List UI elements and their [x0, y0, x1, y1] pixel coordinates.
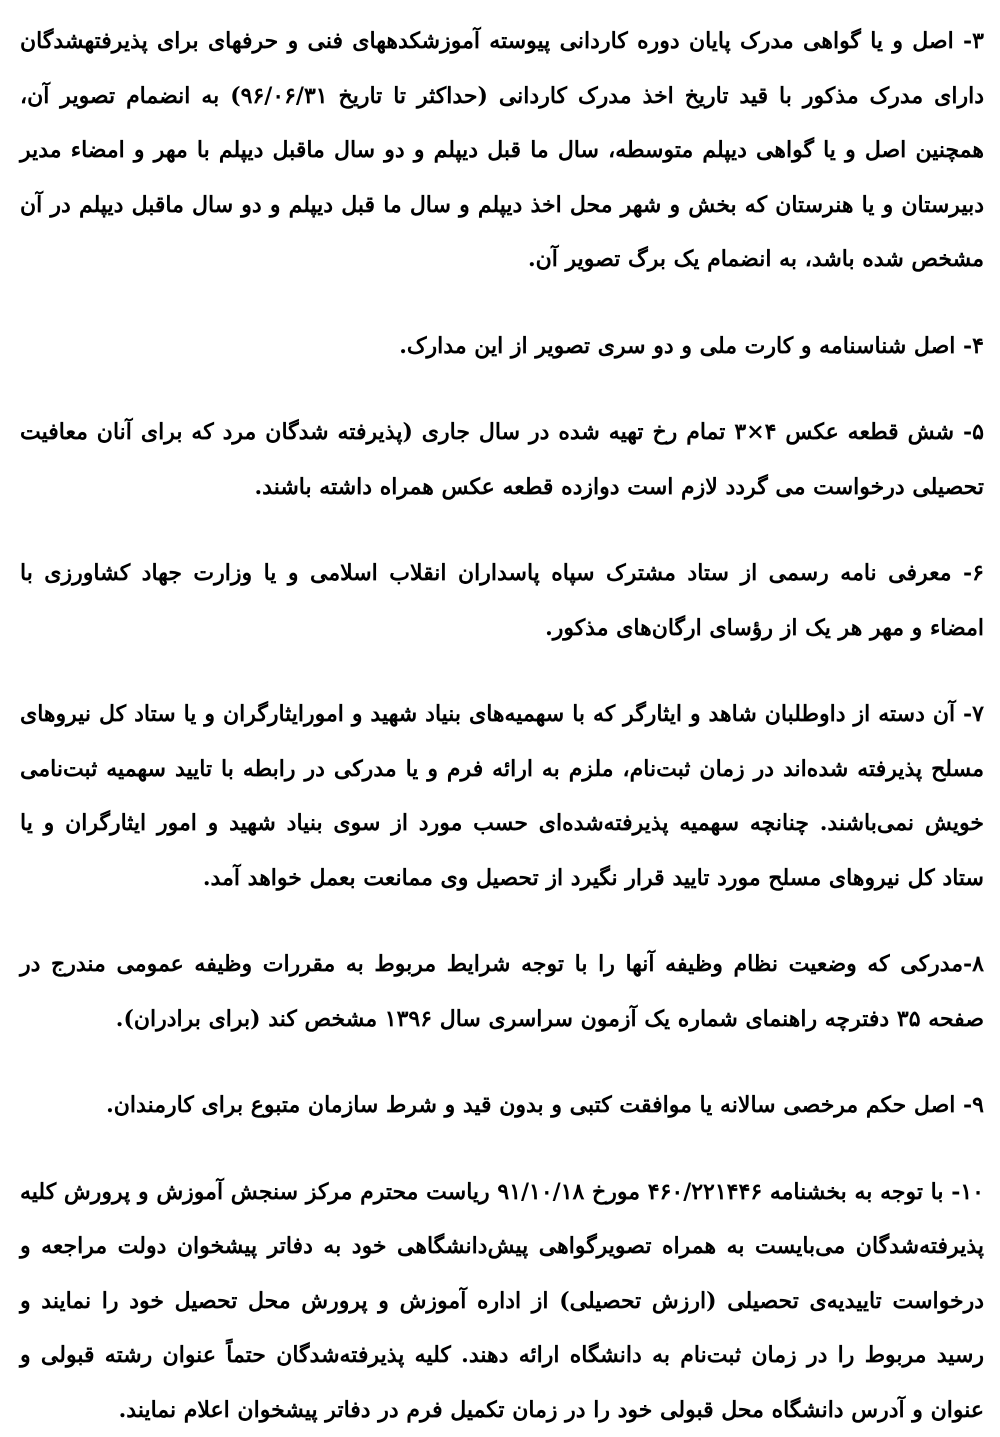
item-4-paragraph: ۴- اصل شناسنامه و کارت ملی و دو سری تصویر از این مدارک.	[20, 319, 984, 374]
item-8-paragraph: ۸-مدرکی که وضعیت نظام وظیفه آنها را با توجه شرایط مربوط به مقررات وظیفه عمومی مندرج در صفحه ۳۵ دفترچه راهنمای شماره یک آزمون سراسری سال ۱۳۹۶ مشخص کند (برای برادران).	[20, 937, 984, 1046]
item-5-paragraph: ۵- شش قطعه عکس ۴×۳ تمام رخ تهیه شده در سال جاری (پذیرفته شدگان مرد که برای آنان معافیت تحصیلی درخواست می گردد لازم است دوازده قطعه عکس همراه داشته باشند.	[20, 405, 984, 514]
item-10-paragraph: ۱۰- با توجه به بخشنامه ۴۶۰/۲۲۱۴۴۶ مورخ ۹۱/۱۰/۱۸ ریاست محترم مرکز سنجش آموزش و پرورش کلیه پذیرفته‌شدگان می‌بایست به همراه تصویرگواهی پیش‌دانشگاهی خود به دفاتر پیشخوان دولت مراجعه و درخواست تاییدیه‌ی تحصیلی (ارزش تحصیلی) از اداره آموزش و پرورش محل تحصیل خود را نمایند و رسید مربوط را در زمان ثبت‌نام به دانشگاه ارائه دهند. کلیه پذیرفته‌شدگان حتماً عنوان رشته قبولی و عنوان و آدرس دانشگاه محل قبولی خود را در زمان تکمیل فرم در دفاتر پیشخوان اعلام نمایند.	[20, 1165, 984, 1437]
item-3-paragraph: ۳- اصل و یا گواهی مدرک پایان دوره کاردانی پیوسته آموزشکدههای فنی و حرفهای برای پذیرفتهشدگان دارای مدرک مذکور با قید تاریخ اخذ مدرک کاردانی (حداکثر تا تاریخ ۹۶/۰۶/۳۱) به انضمام تصویر آن، همچنین اصل و یا گواهی دیپلم متوسطه، سال ما قبل دیپلم و دو سال ماقبل دیپلم با مهر و امضاء مدیر دبیرستان و یا هنرستان که بخش و شهر محل اخذ دیپلم و سال ما قبل دیپلم و دو سال ماقبل دیپلم در آن مشخص شده باشد، به انضمام یک برگ تصویر آن.	[20, 14, 984, 287]
item-7-paragraph: ۷- آن دسته از داوطلبان شاهد و ایثارگر که با سهمیه‌های بنیاد شهید و امورایثارگران و یا ستاد کل نیروهای مسلح پذیرفته شده‌اند در زمان ثبت‌نام، ملزم به ارائه فرم و یا مدرکی در رابطه با تایید سهمیه ثبت‌نامی خویش نمی‌باشند. چنانچه سهمیه پذیرفته‌شده‌ای حسب مورد از سوی بنیاد شهید و امور ایثارگران و یا ستاد کل نیروهای مسلح مورد تایید قرار نگیرد از تحصیل وی ممانعت بعمل خواهد آمد.	[20, 687, 984, 905]
item-6-paragraph: ۶- معرفی نامه رسمی از ستاد مشترک سپاه پاسداران انقلاب اسلامی و یا وزارت جهاد کشاورزی با امضاء و مهر هر یک از رؤسای ارگان‌های مذکور.	[20, 546, 984, 655]
item-9-paragraph: ۹- اصل حکم مرخصی سالانه یا موافقت کتبی و بدون قید و شرط سازمان متبوع برای کارمندان.	[20, 1078, 984, 1133]
